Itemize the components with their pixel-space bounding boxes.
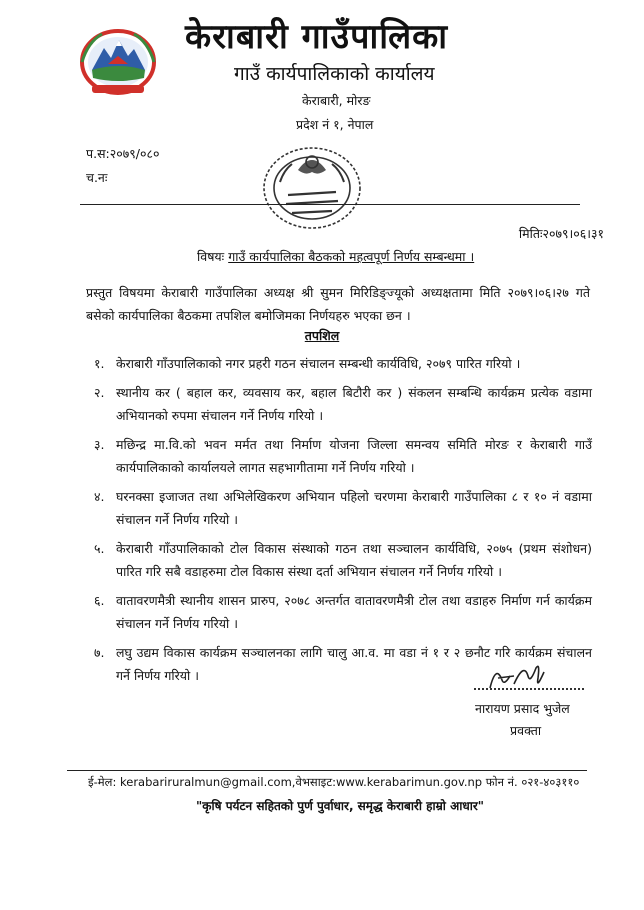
- address-line-district: केराबारी, मोरङ: [302, 93, 371, 108]
- decision-item: [86, 589, 592, 635]
- dispatch-number: च.नः: [86, 170, 108, 185]
- subject-line: [197, 248, 474, 265]
- office-stamp-seal: [258, 140, 366, 236]
- decision-text: घरनक्सा इजाजत तथा अभिलेखिकरण अभियान पहिलो चरणमा केराबारी गाउँपालिका ८ र १० नं वडामा संचालन गर्ने निर्णय गरियो ।: [116, 489, 592, 527]
- signatory-name: नारायण प्रसाद भुजेल: [475, 701, 570, 716]
- decision-number: ६.: [94, 593, 105, 608]
- decision-text: केराबारी गाँउपालिकाको नगर प्रहरी गठन संचालन सम्बन्धी कार्यविधि, २०७९ पारित गरियो ।: [116, 356, 521, 371]
- footer-contact: ई-मेल: kerabariruralmun@gmail.com,वेभसाइट:www.kerabarimun.gov.np फोन नं. ०२१-४०३११०: [88, 775, 580, 789]
- decision-item: [86, 537, 592, 583]
- government-emblem-logo: [78, 22, 158, 96]
- organization-title: केराबारी गाउँपालिका: [185, 17, 449, 57]
- signatory-title: प्रवक्ता: [510, 723, 542, 738]
- footer-slogan: "कृषि पर्यटन सहितको पुर्ण पुर्वाधार, समृद्ध केराबारी हाम्रो आधार": [196, 799, 484, 813]
- list-heading: तपशिल: [304, 328, 340, 343]
- signature-dotted-line: [474, 688, 584, 690]
- intro-paragraph: प्रस्तुत विषयमा केराबारी गाउँपालिका अध्यक्ष श्री सुमन मिरिडिङ्ज्यूको अध्यक्षतामा मिति २०७९।०६।२७ गते बसेको कार्यपालिका बैठकमा तपशिल बमोजिमका निर्णयहरु भएका छन ।: [86, 285, 590, 323]
- office-name: गाउँ कार्यपालिकाको कार्यालय: [234, 63, 435, 85]
- decision-number: १.: [94, 356, 105, 371]
- decision-text: वातावरणमैत्री स्थानीय शासन प्रारुप, २०७८ अन्तर्गत वातावरणमैत्री टोल तथा वडाहरु निर्माण गर्न कार्यक्रम संचालन गर्ने निर्णय गरियो ।: [116, 593, 592, 631]
- decision-list: [86, 352, 592, 693]
- footer-divider: [67, 770, 587, 771]
- decision-text: लघु उद्यम विकास कार्यक्रम सञ्चालनका लागि चालु आ.व. मा वडा नं १ र २ छनौट गरि कार्यक्रम संचालन गर्ने निर्णय गरियो ।: [116, 645, 592, 683]
- decision-item: [86, 381, 592, 427]
- header-divider: [80, 204, 580, 205]
- decision-number: ३.: [94, 437, 105, 452]
- subject-label: विषयः: [197, 249, 225, 264]
- letter-date: मितिः२०७९।०६।३१: [518, 226, 604, 241]
- subject-text: गाउँ कार्यपालिका बैठकको महत्वपूर्ण निर्णय सम्बन्धमा ।: [228, 249, 475, 264]
- decision-item: [86, 433, 592, 479]
- reference-number: प.स:२०७९/०८०: [86, 146, 160, 161]
- decision-item: [86, 485, 592, 531]
- decision-text: स्थानीय कर ( बहाल कर, व्यवसाय कर, बहाल बिटौरी कर ) संकलन सम्बन्धि कार्यक्रम प्रत्येक वडामा अभियानको रुपमा संचालन गर्ने निर्णय गरियो ।: [116, 385, 592, 423]
- decision-item: [86, 352, 592, 375]
- decision-text: मछिन्द्र मा.वि.को भवन मर्मत तथा निर्माण योजना जिल्ला समन्वय समिति मोरङ र केराबारी गाउँ कार्यपालिकाको कार्यालयले लागत सहभागीतामा गर्ने निर्णय गरियो ।: [116, 437, 592, 475]
- decision-number: २.: [94, 385, 105, 400]
- decision-text: केराबारी गाँउपालिकाको टोल विकास संस्थाको गठन तथा सञ्चालन कार्यविधि, २०७५ (प्रथम संशोधन) पारित गरि सबै वडाहरुमा टोल विकास संस्था दर्ता अभियान संचालन गर्ने निर्णय गरियो ।: [116, 541, 592, 579]
- decision-number: ४.: [94, 489, 105, 504]
- decision-number: ७.: [94, 645, 105, 660]
- decision-number: ५.: [94, 541, 105, 556]
- address-line-province: प्रदेश नं १, नेपाल: [296, 117, 374, 132]
